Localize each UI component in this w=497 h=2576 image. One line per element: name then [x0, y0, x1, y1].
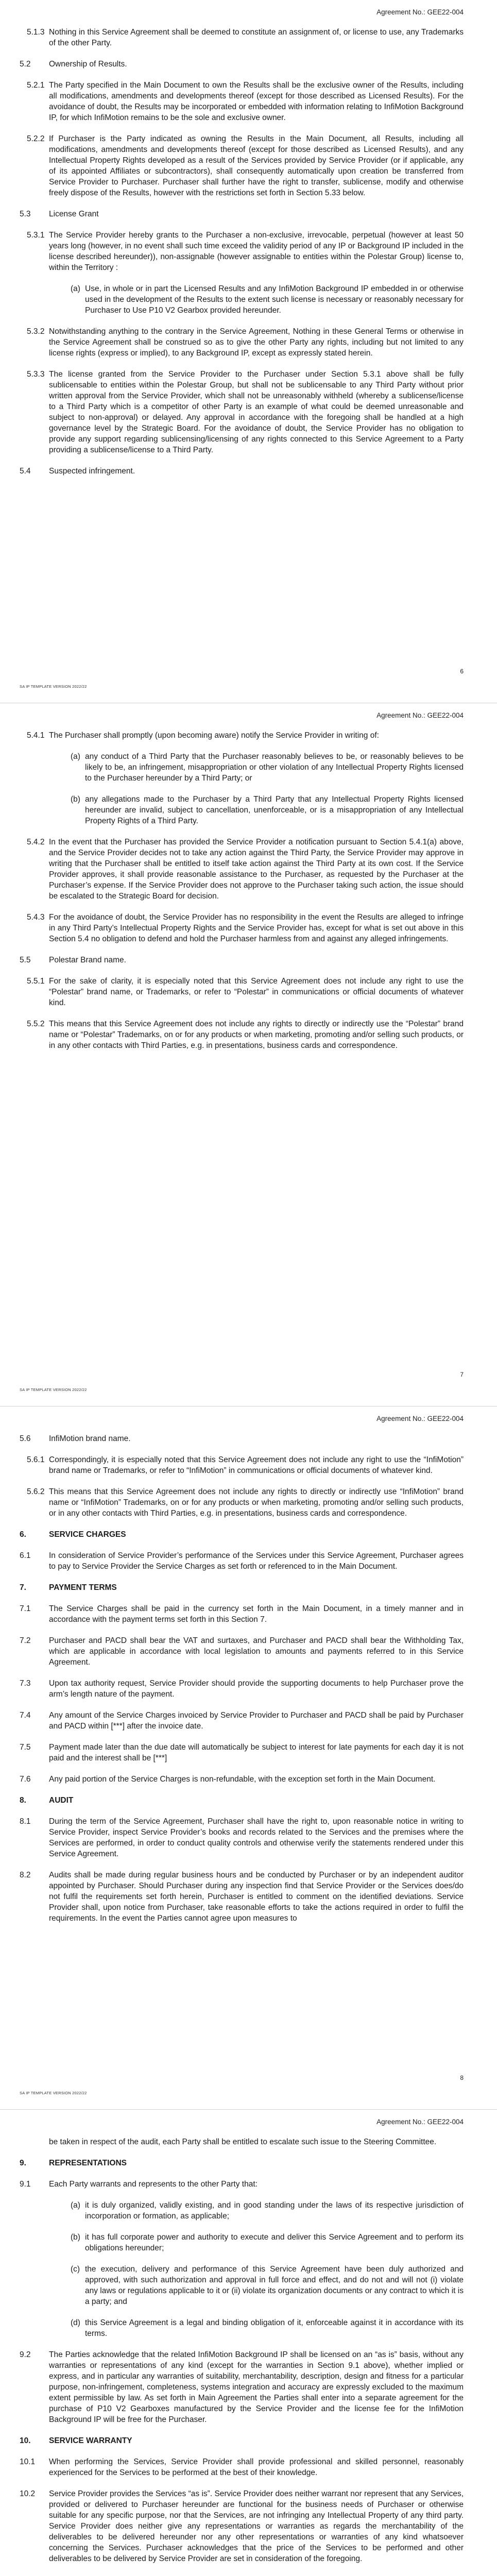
clause-text: any allegations made to the Purchaser by a Third Party that any Intellectual Property Rights licensed hereunder are invalid, subject to cancellation, unenforceable, or is a misappropriation of any Intellectual Property Rights of a Third Party. [85, 795, 464, 825]
clause-7-5 [0, 1742, 497, 1764]
section-heading-7 [0, 1582, 497, 1593]
list-item-a [0, 2200, 497, 2222]
clause-number: (d) [71, 2318, 80, 2327]
clause-text: The license granted from the Service Provider to the Purchaser under Section 5.3.1 above shall be fully sublicensable to entities within the Polestar Group, but shall not be sublicensable to any Third Party without prior written approval from the Service Provider, which shall not be unreasonably withheld (whereby a sublicense/license to a Third Party which is a competitor of other Party is an example of what could be deemed unreasonable and subject to non-approval) or delayed. Any approval in accordance with the foregoing shall be handled at a high governance level by the Strategic Board. For the avoidance of doubt, the Service Provider has no obligation to provide any support regarding sublicensing/licensing of any rights connected to this Service Agreement to a Party providing a sublicense/license to a Third Party. [49, 370, 464, 454]
clause-number: 8.1 [20, 1817, 31, 1826]
clause-number: 7. [20, 1583, 26, 1592]
clause-5-3-2 [0, 326, 497, 359]
document-page [0, 0, 497, 703]
clause-number: (c) [71, 2265, 80, 2274]
clause-number: 8.2 [20, 1871, 31, 1879]
clause-number: 5.6.1 [27, 1455, 45, 1464]
list-item-c [0, 2264, 497, 2307]
template-version-footer: SA IP TEMPLATE VERSION 2022/22 [20, 1387, 87, 1392]
clause-5-5-1 [0, 976, 497, 1008]
clause-text: Polestar Brand name. [49, 956, 126, 964]
clause-text: Ownership of Results. [49, 60, 127, 69]
clause-number: 5.3.1 [27, 231, 45, 240]
clause-text: Any amount of the Service Charges invoiced by Service Provider to Purchaser and PACD shall be paid by Purchaser and PACD within [***] after the invoice date. [49, 1711, 464, 1731]
clause-text: Any paid portion of the Service Charges is non-refundable, with the exception set forth in the Main Document. [49, 1775, 436, 1784]
clause-5-5-2 [0, 1019, 497, 1051]
clause-text: The Service Provider hereby grants to the Purchaser a non-exclusive, irrevocable, perpetual (however at least 50 years long (however, in no event shall such time exceed the validity period of any IP or Background IP included in the license described hereunder)), non-assignable (however assignable to entities within the Polestar Group) license to, within the Territory : [49, 231, 464, 272]
template-version-footer: SA IP TEMPLATE VERSION 2022/22 [20, 684, 87, 689]
clause-number: 10. [20, 2436, 31, 2445]
clause-number: (a) [71, 2201, 80, 2210]
clause-text: The Service Charges shall be paid in the currency set forth in the Main Document, in a timely manner and in accordance with the payment terms set forth in this Section 7. [49, 1604, 464, 1624]
clause-text: In consideration of Service Provider’s performance of the Services under this Service Agreement, Purchaser agrees to pay to Service Provider the Service Charges as set forth or referenced to in the Main Document. [49, 1551, 464, 1571]
clause-text: This means that this Service Agreement does not include any rights to directly or indirectly use “InfiMotion” brand name or “InfiMotion” Trademarks, on or for any products or when marketing, promoting and/or selling such products, or in any other contacts with Third Parties, e.g. in presentations, business cards and correspondence. [49, 1487, 464, 1518]
clause-number: (a) [71, 284, 80, 293]
clause-number: 6. [20, 1530, 26, 1539]
clause-number: 6.1 [20, 1551, 31, 1560]
clause-text: License Grant [49, 210, 99, 218]
clause-number: 9. [20, 2159, 26, 2167]
clause-7-4 [0, 1710, 497, 1732]
clause-text: Notwithstanding anything to the contrary in the Service Agreement, Nothing in these General Terms or otherwise in the Service Agreement shall be construed so as to give the other Party any rights, including but not limited to any license rights (express or implied), to any Background IP, except as expressly stated herein. [49, 327, 464, 358]
clause-text: When performing the Services, Service Provider shall provide professional and skilled personnel, reasonably experienced for the Services to be performed at the best of their knowledge. [49, 2458, 464, 2477]
clause-number: 5.3.3 [27, 370, 45, 379]
clause-number: 10.1 [20, 2458, 36, 2466]
clause-number: (a) [71, 752, 80, 761]
clause-5-3 [0, 209, 497, 219]
clause-8-1 [0, 1816, 497, 1859]
list-item-a [0, 283, 497, 316]
clause-text: be taken in respect of the audit, each Party shall be entitled to escalate such issue to the Steering Committee. [49, 2138, 437, 2146]
clause-text: it is duly organized, validly existing, and in good standing under the laws of its respective jurisdiction of incorporation or formation, as applicable; [85, 2201, 464, 2221]
clause-text: it has full corporate power and authority to execute and deliver this Service Agreement and to perform its obligations hereunder; [85, 2233, 464, 2252]
clause-text: the execution, delivery and performance of this Service Agreement have been duly authorized and approved, with such authorization and approval in full force and effect, and do not and will not (i) violate any laws or regulations applicable to it or (ii) violate its organization documents or any contract to which it is a party; and [85, 2265, 464, 2306]
clause-number: 7.2 [20, 1636, 31, 1645]
clause-5-6-2 [0, 1486, 497, 1519]
clause-text: Use, in whole or in part the Licensed Results and any InfiMotion Background IP embedded in or otherwise used in the development of the Results to the extent such license is necessary or reasonably necessary for Purchaser to Use P10 V2 Gearbox provided hereunder. [85, 284, 464, 315]
clause-5-3-3 [0, 369, 497, 455]
clause-number: 5.2.1 [27, 81, 45, 90]
clause-5-4 [0, 466, 497, 477]
clause-number: 5.5.1 [27, 977, 45, 986]
clause-5-4-1 [0, 730, 497, 741]
clause-text: Each Party warrants and represents to the other Party that: [49, 2180, 258, 2189]
clause-text: Suspected infringement. [49, 467, 135, 476]
clause-7-3 [0, 1678, 497, 1700]
clause-number: 7.3 [20, 1679, 31, 1688]
page-body [0, 730, 497, 1061]
page-body [0, 27, 497, 487]
clause-5-1-3 [0, 27, 497, 48]
clause-7-1 [0, 1603, 497, 1625]
clause-5-5 [0, 955, 497, 965]
list-item-d [0, 2317, 497, 2339]
clause-number: 5.3.2 [27, 327, 45, 336]
document-page [0, 703, 497, 1406]
clause-text: The Purchaser shall promptly (upon becoming aware) notify the Service Provider in writing of: [49, 731, 379, 740]
clause-7-6 [0, 1774, 497, 1785]
page-body [0, 2137, 497, 2576]
clause-9-1 [0, 2179, 497, 2190]
clause-number: 5.5 [20, 956, 31, 964]
document-page [0, 1406, 497, 2110]
page-number: 8 [460, 2074, 464, 2081]
clause-number: 7.5 [20, 1743, 31, 1752]
clause-number: 10.2 [20, 2489, 36, 2498]
template-version-footer: SA IP TEMPLATE VERSION 2022/22 [20, 2091, 87, 2095]
clause-number: 5.4.3 [27, 913, 45, 922]
clause-text: PAYMENT TERMS [49, 1583, 117, 1592]
clause-5-2 [0, 59, 497, 70]
clause-text: Service Provider provides the Services “as is”. Service Provider does neither warrant nor represent that any Services, provided or delivered to Purchaser hereunder are functional for the business needs of Purchaser or otherwise suitable for any specific purpose, nor that the Services, are not infringing any Intellectual Property of any third party. Service Provider does neither give any representations or warranties as regards the merchantability of the deliverables to be delivered hereunder nor any other representations or warranties of any kind whatsoever concerning the Services. Purchaser acknowledges that the price of the Services to be performed and other deliverables to be delivered by Service Provider are set in consideration of the foregoing. [49, 2489, 464, 2563]
clause-text: During the term of the Service Agreement, Purchaser shall have the right to, upon reasonable notice in writing to Service Provider, inspect Service Provider’s books and records related to the Services and the premises where the Services are performed, in order to conduct quality controls and otherwise verify the statements rendered under this Service Agreement. [49, 1817, 464, 1858]
clause-number: 5.6 [20, 1434, 31, 1443]
clause-text: This means that this Service Agreement does not include any rights to directly or indirectly use the “Polestar” brand name or “Polestar” Trademarks, on or for any products or when marketing, promoting and/or selling such products, or in any other contacts with Third Parties, e.g. in presentations, business cards and correspondence. [49, 1020, 464, 1050]
clause-text: If Purchaser is the Party indicated as owning the Results in the Main Document, all Results, including all modifications, amendments and developments thereof (except for those described as Licensed Results), and any Intellectual Property Rights developed as a result of the Services provided by Service Provider (or if applicable, any of its appointed Affiliates or subcontractors), shall consequently automatically upon creation be transferred from Service Provider to Purchaser. Purchaser shall further have the right to transfer, sublicense, modify and otherwise freely dispose of the Results, however with the restrictions set forth in Section 5.33 below. [49, 134, 464, 197]
clause-text: Payment made later than the due date will automatically be subject to interest for late payments for each day it is not paid and the interest shall be [***] [49, 1743, 464, 1762]
clause-number: 7.1 [20, 1604, 31, 1613]
clause-7-2 [0, 1635, 497, 1668]
clause-number: 5.2 [20, 60, 31, 69]
document-page [0, 2110, 497, 2576]
clause-text: In the event that the Purchaser has provided the Service Provider a notification pursuant to Section 5.4.1(a) above, and the Service Provider decides not to take any action against the Third Party, the Service Provider may approve in writing that the Purchaser shall be entitled to itself take action against the Third Party at its own cost. If the Service Provider approves, it shall provide reasonable assistance to the Purchaser, as requested by the Purchaser at the Purchaser’s expense. If the Service Provider does not approve to the Purchaser taking such action, the issue should be escalated to the Strategic Board for decision. [49, 838, 464, 901]
clause-text: SERVICE CHARGES [49, 1530, 126, 1539]
clause-text: Nothing in this Service Agreement shall be deemed to constitute an assignment of, or license to use, any Trademarks of the other Party. [49, 28, 464, 47]
list-item-b [0, 2232, 497, 2253]
clause-text: The Parties acknowledge that the related InfiMotion Background IP shall be licensed on an “as is” basis, without any warranties or representations of any kind (except for the warranties in Section 9.1 above), whether implied or express, and in particular any warranties of suitability, merchantability, description, design and fitness for a particular purpose, non-infringement, completeness, systems integration and accuracy are expressly excluded to the maximum extent permissible by law. As set forth in Main Agreement the Parties shall enter into a separate agreement for the purchase of P10 V2 Gearboxes manufactured by the Service Provider and the license fee for the InfiMotion Background IP will be free for the Purchaser. [49, 2350, 464, 2424]
clause-6-1 [0, 1550, 497, 1572]
section-heading-6 [0, 1529, 497, 1540]
section-heading-10 [0, 2435, 497, 2446]
clause-5-2-2 [0, 133, 497, 198]
clause-number: 9.1 [20, 2180, 31, 2189]
clause-number: (b) [71, 795, 80, 804]
list-item-b [0, 794, 497, 826]
clause-text: AUDIT [49, 1796, 74, 1805]
clause-text: any conduct of a Third Party that the Purchaser reasonably believes to be, or reasonably believes to be likely to be, an infringement, misappropriation or other violation of any Intellectual Property Rights licensed to the Purchaser hereunder by a Third Party; or [85, 752, 464, 783]
clause-number: 5.1.3 [27, 28, 45, 37]
clause-number: 5.6.2 [27, 1487, 45, 1496]
clause-number: 8. [20, 1796, 26, 1805]
agreement-number-header: Agreement No.: GEE22-004 [376, 711, 464, 719]
clause-5-6 [0, 1433, 497, 1444]
clause-8-2 [0, 1870, 497, 1924]
clause-number: 7.6 [20, 1775, 31, 1784]
list-item-a [0, 751, 497, 784]
section-heading-8 [0, 1795, 497, 1806]
clause-text: For the sake of clarity, it is especially noted that this Service Agreement does not include any right to use the “Polestar” brand name, or Trademarks, or refer to “Polestar” in communications or official documents of whatever kind. [49, 977, 464, 1007]
clause-text: The Party specified in the Main Document to own the Results shall be the exclusive owner of the Results, including all modifications, amendments and developments thereof (except for those described as Licensed Results). For the avoidance of doubt, the Results may be incorporated or embedded with information relating to InfiMotion Background IP, for which InfiMotion remains to be the sole and exclusive owner. [49, 81, 464, 122]
clause-5-6-1 [0, 1454, 497, 1476]
clause-text: Upon tax authority request, Service Provider should provide the supporting documents to help Purchaser prove the arm’s length nature of the payment. [49, 1679, 464, 1699]
clause-5-3-1 [0, 230, 497, 273]
clause-5-4-3 [0, 912, 497, 944]
clause-10-1 [0, 2456, 497, 2478]
page-number: 7 [460, 1371, 464, 1378]
clause-number: 5.4.2 [27, 838, 45, 846]
clause-10-2 [0, 2488, 497, 2564]
clause-9-2 [0, 2349, 497, 2425]
clause-text: InfiMotion brand name. [49, 1434, 131, 1443]
clause-5-4-2 [0, 837, 497, 902]
clause-text: REPRESENTATIONS [49, 2159, 127, 2167]
clause-text: Correspondingly, it is especially noted that this Service Agreement does not include any right to use the “InfiMotion” brand name or Trademarks, or refer to “InfiMotion” in communications or official documents of whatever kind. [49, 1455, 464, 1475]
agreement-number-header: Agreement No.: GEE22-004 [376, 2118, 464, 2126]
clause-text: Purchaser and PACD shall bear the VAT and surtaxes, and Purchaser and PACD shall bear the Withholding Tax, which are applicable in accordance with local legislation to amounts and payments referred to in this Service Agreement. [49, 1636, 464, 1667]
clause-text: SERVICE WARRANTY [49, 2436, 132, 2445]
continued-clause-text [0, 2137, 497, 2147]
clause-number: (b) [71, 2233, 80, 2242]
clause-number: 9.2 [20, 2350, 31, 2359]
clause-text: Audits shall be made during regular business hours and be conducted by Purchaser or by an independent auditor appointed by Purchaser. Should Purchaser during any inspection find that Service Provider or the Services does/do not fulfil the requirements set forth herein, Purchaser is entitled to comment on the identified deviations. Service Provider shall, upon notice from Purchaser, take reasonable efforts to take the actions required in order to fulfil the requirements. In the event the Parties cannot agree upon measures to [49, 1871, 464, 1923]
section-heading-9 [0, 2158, 497, 2168]
clause-number: 7.4 [20, 1711, 31, 1720]
clause-5-2-1 [0, 80, 497, 123]
clause-number: 5.4.1 [27, 731, 45, 740]
page-number: 6 [460, 668, 464, 675]
agreement-number-header: Agreement No.: GEE22-004 [376, 1415, 464, 1422]
clause-text: this Service Agreement is a legal and binding obligation of it, enforceable against it in accordance with its terms. [85, 2318, 464, 2338]
page-body [0, 1433, 497, 1934]
agreement-number-header: Agreement No.: GEE22-004 [376, 8, 464, 16]
clause-number: 5.4 [20, 467, 31, 476]
clause-number: 5.5.2 [27, 1020, 45, 1028]
clause-number: 5.2.2 [27, 134, 45, 143]
clause-text: For the avoidance of doubt, the Service Provider has no responsibility in the event the Results are alleged to infringe in any Third Party’s Intellectual Property Rights and the Service Provider has, except for what is set out above in this Section 5.4 no obligation to defend and hold the Purchaser harmless from and against any alleged infringements. [49, 913, 464, 943]
clause-number: 5.3 [20, 210, 31, 218]
